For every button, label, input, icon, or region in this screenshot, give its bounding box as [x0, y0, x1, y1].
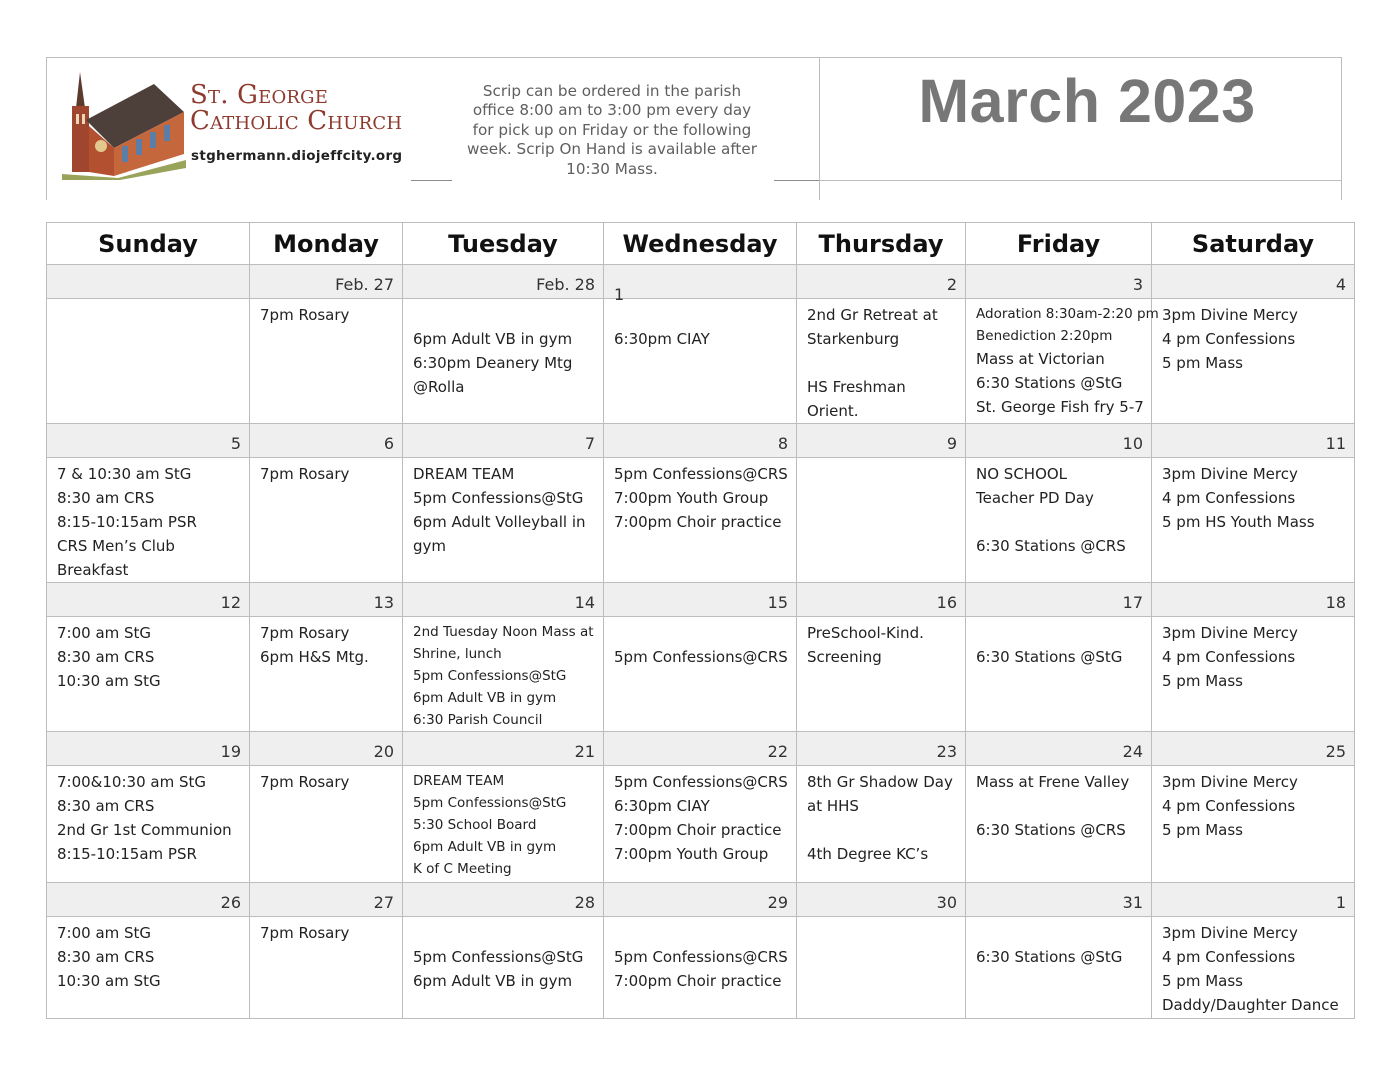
month-title: March 2023 — [918, 67, 1256, 135]
title-underline — [819, 180, 1342, 181]
calendar-event: 6pm Adult Volleyball in — [413, 513, 586, 531]
date-number: 5 — [230, 434, 241, 453]
calendar-event: 2nd Tuesday Noon Mass at — [413, 624, 594, 640]
day-events-cell — [966, 917, 1152, 1019]
day-events-cell — [250, 917, 403, 1019]
calendar-event: 4 pm Confessions — [1162, 489, 1296, 507]
date-number-row — [47, 732, 1355, 766]
day-events-cell — [1152, 766, 1355, 883]
calendar-event: 7:00pm Choir practice — [614, 972, 782, 990]
weekday-header: Tuesday — [403, 223, 604, 265]
events-row — [47, 458, 1355, 583]
calendar-event: K of C Meeting — [413, 861, 512, 877]
date-number: 29 — [767, 893, 788, 912]
calendar-event: 6:30 Stations @StG — [976, 648, 1123, 666]
date-number: 22 — [767, 742, 788, 761]
day-events-cell — [966, 299, 1159, 424]
calendar-event: 8:30 am CRS — [57, 948, 155, 966]
date-cell — [966, 732, 1152, 766]
church-building-icon — [58, 68, 188, 180]
date-cell — [1152, 265, 1355, 299]
date-number: 23 — [936, 742, 957, 761]
calendar-event: 7:00pm Youth Group — [614, 489, 769, 507]
calendar-event: 4 pm Confessions — [1162, 797, 1296, 815]
date-cell — [47, 732, 250, 766]
calendar-event: 7:00pm Youth Group — [614, 845, 769, 863]
date-number: 6 — [383, 434, 394, 453]
calendar-event: Starkenburg — [807, 330, 900, 348]
calendar-event: 6:30pm CIAY — [614, 797, 710, 815]
calendar-event: Orient. — [807, 402, 859, 420]
day-events-cell — [797, 917, 966, 1019]
date-cell — [1152, 732, 1355, 766]
weekday-header: Thursday — [797, 223, 966, 265]
calendar-event: 6pm Adult VB in gym — [413, 839, 557, 855]
calendar-event: DREAM TEAM — [413, 773, 505, 789]
events-row — [47, 917, 1355, 1019]
date-number-row — [47, 265, 1355, 299]
day-events-cell — [403, 917, 604, 1019]
day-events-cell — [47, 917, 250, 1019]
day-events-cell — [403, 299, 604, 424]
day-events-cell — [47, 458, 250, 583]
calendar-event: 7:00 am StG — [57, 924, 152, 942]
date-number: 7 — [584, 434, 595, 453]
date-cell — [797, 883, 966, 917]
day-events-cell — [604, 617, 797, 732]
calendar-event: HS Freshman — [807, 378, 906, 396]
day-events-cell — [250, 458, 403, 583]
weekday-header: Wednesday — [604, 223, 797, 265]
calendar-event: 4th Degree KC’s — [807, 845, 929, 863]
calendar-event: 8:15-10:15am PSR — [57, 845, 197, 863]
date-number: 17 — [1122, 593, 1143, 612]
date-number: 9 — [946, 434, 957, 453]
date-cell — [250, 265, 403, 299]
calendar-event: 6:30 Stations @StG — [976, 374, 1123, 392]
date-number: Feb. 28 — [536, 275, 595, 294]
weekday-header: Saturday — [1152, 223, 1355, 265]
day-events-cell — [966, 458, 1152, 583]
calendar-event: 3pm Divine Mercy — [1162, 306, 1298, 324]
date-cell — [1152, 583, 1355, 617]
church-name-line2: Catholic Church — [190, 106, 403, 136]
calendar-event: 3pm Divine Mercy — [1162, 773, 1298, 791]
day-events-cell — [47, 617, 250, 732]
calendar-event: 6pm Adult VB in gym — [413, 690, 557, 706]
calendar-event: 6:30 Stations @CRS — [976, 537, 1126, 555]
calendar-event: 3pm Divine Mercy — [1162, 465, 1298, 483]
calendar-event: 7:00pm Choir practice — [614, 513, 782, 531]
calendar-event: Adoration 8:30am-2:20 pm — [976, 306, 1159, 322]
day-events-cell — [403, 766, 604, 883]
weekday-header: Monday — [250, 223, 403, 265]
calendar-event: 5pm Confessions@StG — [413, 795, 567, 811]
calendar-event: 5pm Confessions@StG — [413, 489, 584, 507]
day-events-cell — [797, 617, 966, 732]
calendar-event: Mass at Frene Valley — [976, 773, 1130, 791]
calendar-event: 7:00pm Choir practice — [614, 821, 782, 839]
scrip-underline-right — [774, 180, 819, 181]
date-cell — [966, 583, 1152, 617]
date-number: 1 — [614, 285, 625, 304]
date-cell — [797, 265, 966, 299]
calendar-event: 5pm Confessions@CRS — [614, 465, 788, 483]
calendar-event: 5 pm Mass — [1162, 354, 1243, 372]
scrip-note: Scrip can be ordered in the parish office 8:00 am to 3:00 pm every day for pick up on Friday or the following week. Scrip On Hand is available after 10:30 Mass. — [467, 82, 757, 178]
weekday-header: Sunday — [47, 223, 250, 265]
calendar-event: 4 pm Confessions — [1162, 648, 1296, 666]
events-row — [47, 617, 1355, 732]
calendar-event: 4 pm Confessions — [1162, 948, 1296, 966]
calendar-event: Benediction 2:20pm — [976, 328, 1113, 344]
calendar-event: 5:30 School Board — [413, 817, 537, 833]
day-events-cell — [47, 299, 250, 424]
date-cell — [966, 424, 1152, 458]
date-cell — [47, 883, 250, 917]
calendar-event: 5 pm Mass — [1162, 821, 1243, 839]
date-number: 16 — [936, 593, 957, 612]
date-number: 25 — [1325, 742, 1346, 761]
date-cell — [1152, 883, 1355, 917]
day-events-cell — [1152, 917, 1355, 1019]
calendar-event: 6:30 Stations @StG — [976, 948, 1123, 966]
calendar-event: 7pm Rosary — [260, 924, 350, 942]
calendar-event: 6pm Adult VB in gym — [413, 330, 573, 348]
date-cell — [250, 883, 403, 917]
calendar-event: 6:30 Parish Council — [413, 712, 543, 728]
calendar-event: 10:30 am StG — [57, 972, 161, 990]
calendar-event: gym — [413, 537, 447, 555]
calendar-event: DREAM TEAM — [413, 465, 515, 483]
date-cell — [797, 583, 966, 617]
date-cell — [966, 883, 1152, 917]
day-events-cell — [47, 766, 250, 883]
calendar-event: 3pm Divine Mercy — [1162, 924, 1298, 942]
calendar-event: 2nd Gr Retreat at — [807, 306, 938, 324]
date-number-row — [47, 583, 1355, 617]
day-events-cell — [797, 299, 966, 424]
weekday-header-row — [47, 223, 1355, 265]
date-number: 13 — [373, 593, 394, 612]
date-number: 14 — [574, 593, 595, 612]
calendar-event: 7:00 am StG — [57, 624, 152, 642]
date-cell — [250, 424, 403, 458]
calendar-event: 6:30pm CIAY — [614, 330, 710, 348]
scrip-underline-left — [411, 180, 452, 181]
day-events-cell — [250, 766, 403, 883]
date-number: 3 — [1132, 275, 1143, 294]
date-number: 31 — [1122, 893, 1143, 912]
date-cell — [604, 583, 797, 617]
date-number: 4 — [1335, 275, 1346, 294]
calendar-event: 2nd Gr 1st Communion — [57, 821, 232, 839]
calendar-event: 4 pm Confessions — [1162, 330, 1296, 348]
date-cell — [604, 265, 797, 304]
day-events-cell — [403, 458, 604, 583]
date-cell — [403, 732, 604, 766]
church-name — [190, 82, 405, 134]
date-cell — [403, 424, 604, 458]
calendar-event: 7pm Rosary — [260, 624, 350, 642]
date-number: 19 — [220, 742, 241, 761]
calendar-event: 5pm Confessions@StG — [413, 668, 567, 684]
day-events-cell — [403, 617, 604, 732]
date-number: 28 — [574, 893, 595, 912]
day-events-cell — [1152, 299, 1355, 424]
date-number: 12 — [220, 593, 241, 612]
date-cell — [47, 583, 250, 617]
date-number: 10 — [1122, 434, 1143, 453]
calendar-event: 8:30 am CRS — [57, 489, 155, 507]
date-cell — [604, 883, 797, 917]
calendar-grid — [46, 222, 1355, 1019]
date-number: 26 — [220, 893, 241, 912]
day-events-cell — [604, 299, 797, 424]
date-cell — [403, 265, 604, 299]
date-number: 20 — [373, 742, 394, 761]
calendar-event: 6pm H&S Mtg. — [260, 648, 369, 666]
day-events-cell — [966, 766, 1152, 883]
calendar-event: NO SCHOOL — [976, 465, 1068, 483]
date-cell — [1152, 424, 1355, 458]
calendar-event: 8:30 am CRS — [57, 648, 155, 666]
calendar-event: 6:30 Stations @CRS — [976, 821, 1126, 839]
date-number: 1 — [1335, 893, 1346, 912]
calendar-event: 5pm Confessions@StG — [413, 948, 584, 966]
date-number: 21 — [574, 742, 595, 761]
date-cell — [47, 265, 250, 299]
day-events-cell — [797, 458, 966, 583]
church-name-line1: St. George — [190, 80, 329, 110]
events-row — [47, 299, 1355, 424]
calendar-event: 7pm Rosary — [260, 465, 350, 483]
weekday-header: Friday — [966, 223, 1152, 265]
day-events-cell — [604, 458, 797, 583]
date-number: 18 — [1325, 593, 1346, 612]
date-number-row — [47, 424, 1355, 458]
events-row — [47, 766, 1355, 883]
calendar-event: Screening — [807, 648, 882, 666]
date-cell — [797, 732, 966, 766]
calendar-event: 8:30 am CRS — [57, 797, 155, 815]
day-events-cell — [1152, 458, 1355, 583]
calendar-event: CRS Men’s Club — [57, 537, 175, 555]
calendar-event: 5pm Confessions@CRS — [614, 948, 788, 966]
date-number: 27 — [373, 893, 394, 912]
date-number-row — [47, 883, 1355, 917]
calendar-event: Daddy/Daughter Dance — [1162, 996, 1339, 1014]
day-events-cell — [250, 617, 403, 732]
date-number — [47, 265, 249, 276]
day-events-cell — [1152, 617, 1355, 732]
date-number: Feb. 27 — [335, 275, 394, 294]
calendar-event: 5 pm Mass — [1162, 972, 1243, 990]
date-number: 11 — [1325, 434, 1346, 453]
day-events-cell — [604, 766, 797, 883]
calendar-event: 6pm Adult VB in gym — [413, 972, 573, 990]
calendar-event: at HHS — [807, 797, 859, 815]
calendar-event: Mass at Victorian — [976, 350, 1105, 368]
calendar-event: Teacher PD Day — [976, 489, 1094, 507]
date-number: 15 — [767, 593, 788, 612]
date-cell — [403, 883, 604, 917]
calendar-event: 10:30 am StG — [57, 672, 161, 690]
calendar-event: 8:15-10:15am PSR — [57, 513, 197, 531]
date-cell — [250, 732, 403, 766]
date-number: 2 — [946, 275, 957, 294]
day-events-cell — [250, 299, 403, 424]
calendar-event: 7 & 10:30 am StG — [57, 465, 192, 483]
date-cell — [250, 583, 403, 617]
date-cell — [403, 583, 604, 617]
calendar-event: 5pm Confessions@CRS — [614, 648, 788, 666]
date-cell — [604, 424, 797, 458]
calendar-event: 5pm Confessions@CRS — [614, 773, 788, 791]
calendar-event: 7pm Rosary — [260, 773, 350, 791]
calendar-event: PreSchool-Kind. — [807, 624, 924, 642]
date-number: 8 — [777, 434, 788, 453]
calendar-event: St. George Fish fry 5-7 — [976, 398, 1144, 416]
church-website: stghermann.diojeffcity.org — [191, 148, 403, 164]
date-cell — [604, 732, 797, 766]
calendar-event: 5 pm HS Youth Mass — [1162, 513, 1315, 531]
date-number: 30 — [936, 893, 957, 912]
date-cell — [47, 424, 250, 458]
calendar-event: @Rolla — [413, 378, 465, 396]
day-events-cell — [604, 917, 797, 1019]
calendar-event: 6:30pm Deanery Mtg — [413, 354, 573, 372]
date-number: 24 — [1122, 742, 1143, 761]
calendar-event: 3pm Divine Mercy — [1162, 624, 1298, 642]
calendar-event: 8th Gr Shadow Day — [807, 773, 953, 791]
calendar-event: 5 pm Mass — [1162, 672, 1243, 690]
calendar-event: 7:00&10:30 am StG — [57, 773, 206, 791]
date-cell — [966, 265, 1152, 299]
calendar-event: Breakfast — [57, 561, 129, 579]
calendar-event: 7pm Rosary — [260, 306, 350, 324]
date-cell — [797, 424, 966, 458]
day-events-cell — [797, 766, 966, 883]
calendar-event: Shrine, lunch — [413, 646, 502, 662]
day-events-cell — [966, 617, 1152, 732]
